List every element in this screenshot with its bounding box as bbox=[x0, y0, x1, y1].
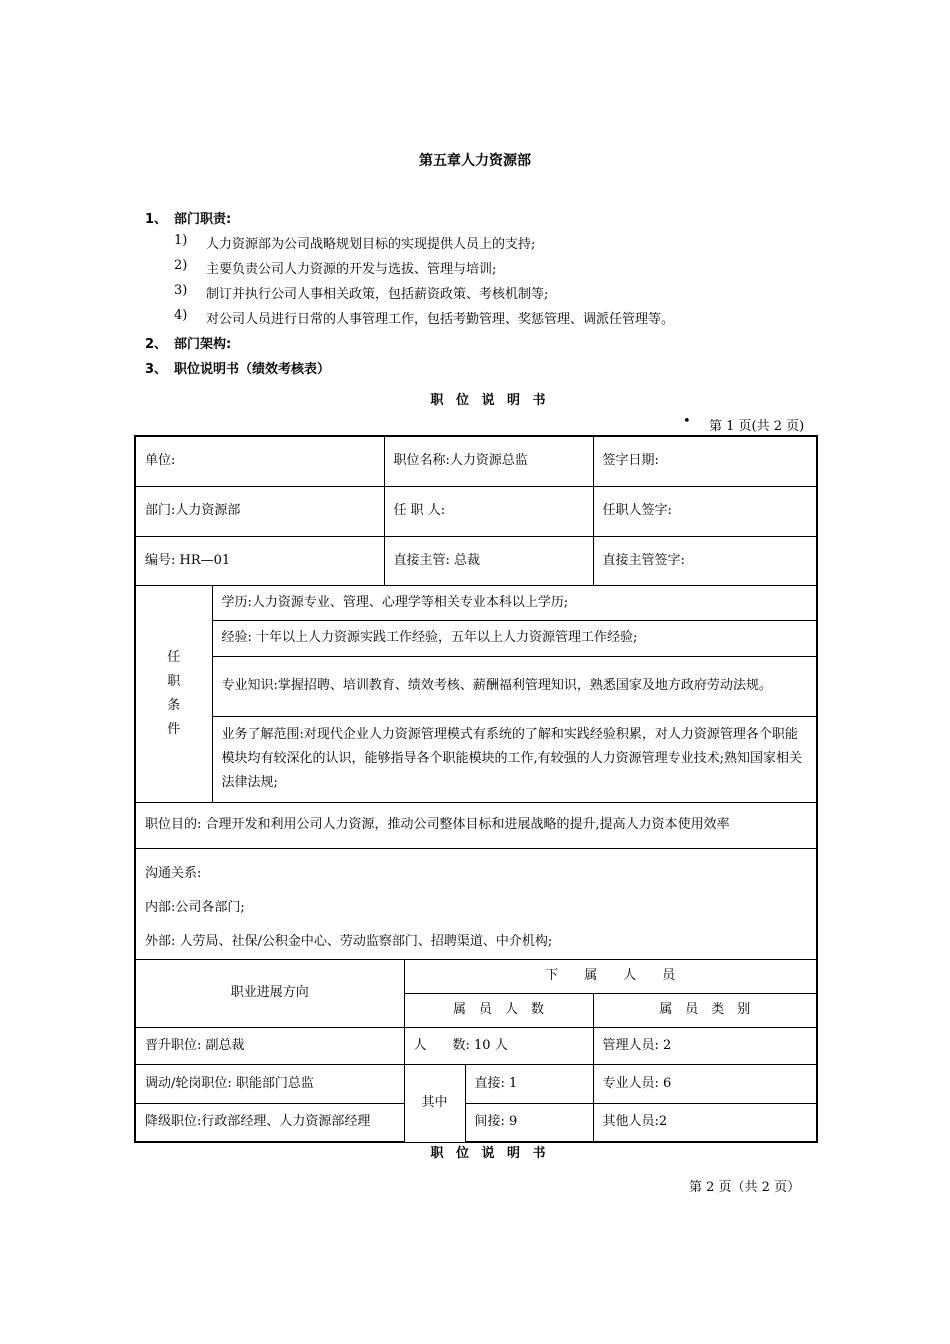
qualification-education: 学历:人力资源专业、管理、心理学等相关专业本科以上学历; bbox=[212, 585, 817, 620]
duty-4-text: 对公司人员进行日常的人事管理工作，包括考勤管理、奖惩管理、调派任管理等。 bbox=[206, 312, 675, 327]
comm-title: 沟通关系: bbox=[145, 865, 202, 881]
professionals-count: 专业人员: 6 bbox=[593, 1064, 817, 1103]
qualification-business-scope: 业务了解范围:对现代企业人力资源管理模式有系统的了解和实践经验积累，对人力资源管理各个职能模块均有较深化的认识，能够指导各个职能模块的工作,有较强的人力资源管理专业技术;熟知国家相关法律法规; bbox=[212, 716, 817, 802]
duty-3-number: 3) bbox=[174, 283, 188, 298]
direct-count: 直接: 1 bbox=[465, 1064, 593, 1103]
section-2-label: 部门架构: bbox=[174, 337, 232, 352]
page-1-indicator: 第 1 页(共 2 页) bbox=[709, 419, 805, 434]
qualifications-label-char: 件 bbox=[167, 721, 181, 737]
section-1-number: 1、 bbox=[145, 212, 168, 227]
job-description-title-2: 职 位 说 明 书 bbox=[430, 1146, 550, 1161]
qualifications-label-char: 职 bbox=[167, 673, 181, 689]
job-description-table bbox=[134, 435, 818, 1143]
supervisor-cell: 直接主管: 总裁 bbox=[384, 536, 593, 585]
demotion-position: 降级职位:行政部经理、人力资源部经理 bbox=[135, 1103, 404, 1142]
managers-count: 管理人员: 2 bbox=[593, 1027, 817, 1064]
indirect-count: 间接: 9 bbox=[465, 1103, 593, 1142]
qualification-experience: 经验: 十年以上人力资源实践工作经验，五年以上人力资源管理工作经验; bbox=[212, 620, 817, 656]
section-1-label: 部门职责: bbox=[174, 212, 232, 227]
duty-4-number: 4) bbox=[174, 308, 188, 323]
code-cell: 编号: HR—01 bbox=[135, 536, 384, 585]
duty-2-number: 2) bbox=[174, 258, 188, 273]
duty-1-number: 1) bbox=[174, 233, 188, 248]
duty-2-text: 主要负责公司人力资源的开发与选拔、管理与培训; bbox=[206, 262, 497, 277]
communication-relations bbox=[135, 848, 817, 959]
bullet-icon: • bbox=[683, 414, 691, 429]
section-2-number: 2、 bbox=[145, 337, 168, 352]
chapter-title: 第五章人力资源部 bbox=[419, 153, 531, 169]
duty-3-text: 制订并执行公司人事相关政策，包括薪资政策、考核机制等; bbox=[206, 287, 549, 302]
holder-cell: 任 职 人: bbox=[384, 486, 593, 536]
subordinate-count-header: 属 员 人 数 bbox=[404, 993, 593, 1027]
subordinate-type-header: 属 员 类 别 bbox=[593, 993, 817, 1027]
qualifications-label bbox=[135, 585, 212, 802]
unit-cell: 单位: bbox=[135, 436, 384, 486]
department-cell: 部门:人力资源部 bbox=[135, 486, 384, 536]
duty-1-text: 人力资源部为公司战略规划目标的实现提供人员上的支持; bbox=[206, 237, 536, 252]
job-description-title: 职 位 说 明 书 bbox=[430, 393, 550, 408]
career-direction-header: 职业进展方向 bbox=[135, 959, 404, 1027]
section-3-number: 3、 bbox=[145, 362, 168, 377]
promotion-position: 晋升职位: 副总裁 bbox=[135, 1027, 404, 1064]
comm-external: 外部: 人劳局、社保/公积金中心、劳动监察部门、招聘渠道、中介机构; bbox=[145, 933, 553, 949]
headcount: 人 数: 10 人 bbox=[404, 1027, 593, 1064]
qualifications-label-char: 任 bbox=[167, 649, 181, 665]
rotation-position: 调动/轮岗职位: 职能部门总监 bbox=[135, 1064, 404, 1103]
position-name-cell: 职位名称:人力资源总监 bbox=[384, 436, 593, 486]
position-purpose: 职位目的: 合理开发和利用公司人力资源，推动公司整体目标和进展战略的提升,提高人力资本使用效率 bbox=[135, 802, 817, 848]
comm-internal: 内部:公司各部门; bbox=[145, 899, 245, 915]
qualifications-label-char: 条 bbox=[167, 697, 181, 713]
among-label: 其中 bbox=[404, 1064, 465, 1142]
subordinates-header: 下 属 人 员 bbox=[404, 959, 817, 993]
holder-sign-cell: 任职人签字: bbox=[593, 486, 817, 536]
section-3-label: 职位说明书（绩效考核表） bbox=[174, 362, 331, 377]
qualification-knowledge: 专业知识:掌握招聘、培训教育、绩效考核、薪酬福利管理知识，熟悉国家及地方政府劳动法规。 bbox=[212, 656, 817, 716]
others-count: 其他人员:2 bbox=[593, 1103, 817, 1142]
sign-date-cell: 签字日期: bbox=[593, 436, 817, 486]
page-2-indicator: 第 2 页（共 2 页） bbox=[689, 1180, 801, 1195]
supervisor-sign-cell: 直接主管签字: bbox=[593, 536, 817, 585]
